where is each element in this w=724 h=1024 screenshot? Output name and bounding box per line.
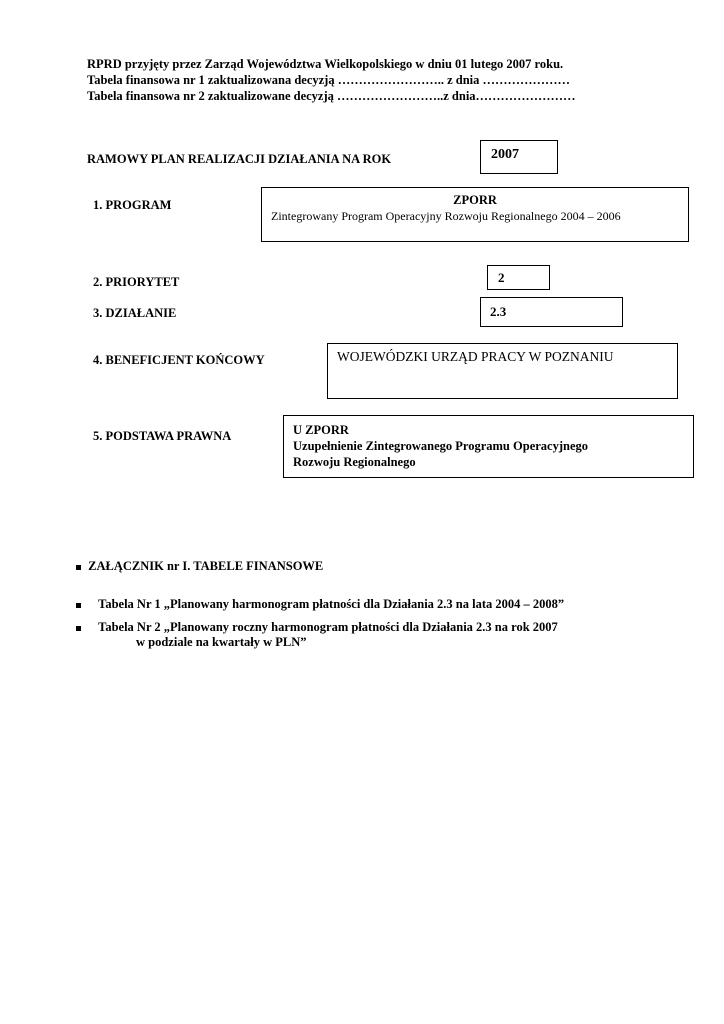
podstawa-line-3: Rozwoju Regionalnego — [293, 455, 416, 469]
priorytet-label: 2. PRIORYTET — [93, 275, 180, 289]
dzialanie-box — [480, 297, 623, 327]
beneficjent-value: WOJEWÓDZKI URZĄD PRACY W POZNANIU — [337, 349, 614, 364]
program-name: Zintegrowany Program Operacyjny Rozwoju Regionalnego 2004 – 2006 — [271, 209, 621, 223]
podstawa-label: 5. PODSTAWA PRAWNA — [93, 429, 232, 443]
header-line-approval: RPRD przyjęty przez Zarząd Województwa Wielkopolskiego w dniu 01 lutego 2007 roku. — [87, 57, 564, 71]
podstawa-text — [293, 422, 588, 470]
attachments-heading: ZAŁĄCZNIK nr I. TABELE FINANSOWE — [88, 559, 324, 573]
podstawa-line-2: Uzupełnienie Zintegrowanego Programu Operacyjnego — [293, 439, 588, 453]
attachment-table-1-text: Tabela Nr 1 „Planowany harmonogram płatności dla Działania 2.3 na lata 2004 – 2008” — [98, 597, 565, 611]
attachment-table-2 — [76, 620, 558, 635]
priorytet-box — [487, 265, 550, 290]
program-title: ZPORR — [453, 193, 497, 207]
bullet-icon — [76, 603, 81, 608]
program-box — [261, 187, 689, 242]
beneficjent-box — [327, 343, 678, 399]
dzialanie-value: 2.3 — [490, 304, 507, 319]
year-value: 2007 — [491, 147, 519, 162]
bullet-icon — [76, 626, 81, 631]
beneficjent-label: 4. BENEFICJENT KOŃCOWY — [93, 353, 265, 367]
program-label: 1. PROGRAM — [93, 198, 172, 212]
attachment-table-1 — [76, 597, 564, 612]
header-line-table-1: Tabela finansowa nr 1 zaktualizowana decyzją …………………….. z dnia ………………… — [87, 73, 571, 87]
header-line-table-2: Tabela finansowa nr 2 zaktualizowane decyzją ……………………..z dnia…………………… — [87, 89, 576, 103]
attachment-table-2-continuation: w podziale na kwartały w PLN” — [136, 635, 307, 649]
dzialanie-label: 3. DZIAŁANIE — [93, 306, 177, 320]
attachment-table-2-text: Tabela Nr 2 „Planowany roczny harmonogram płatności dla Działania 2.3 na rok 2007 — [98, 620, 558, 634]
year-box — [480, 140, 558, 174]
podstawa-box — [283, 415, 694, 478]
attachments-heading-row — [76, 559, 323, 574]
priorytet-value: 2 — [498, 270, 505, 285]
podstawa-line-1: U ZPORR — [293, 423, 349, 437]
plan-title: RAMOWY PLAN REALIZACJI DZIAŁANIA NA ROK — [87, 152, 392, 166]
bullet-icon — [76, 565, 81, 570]
